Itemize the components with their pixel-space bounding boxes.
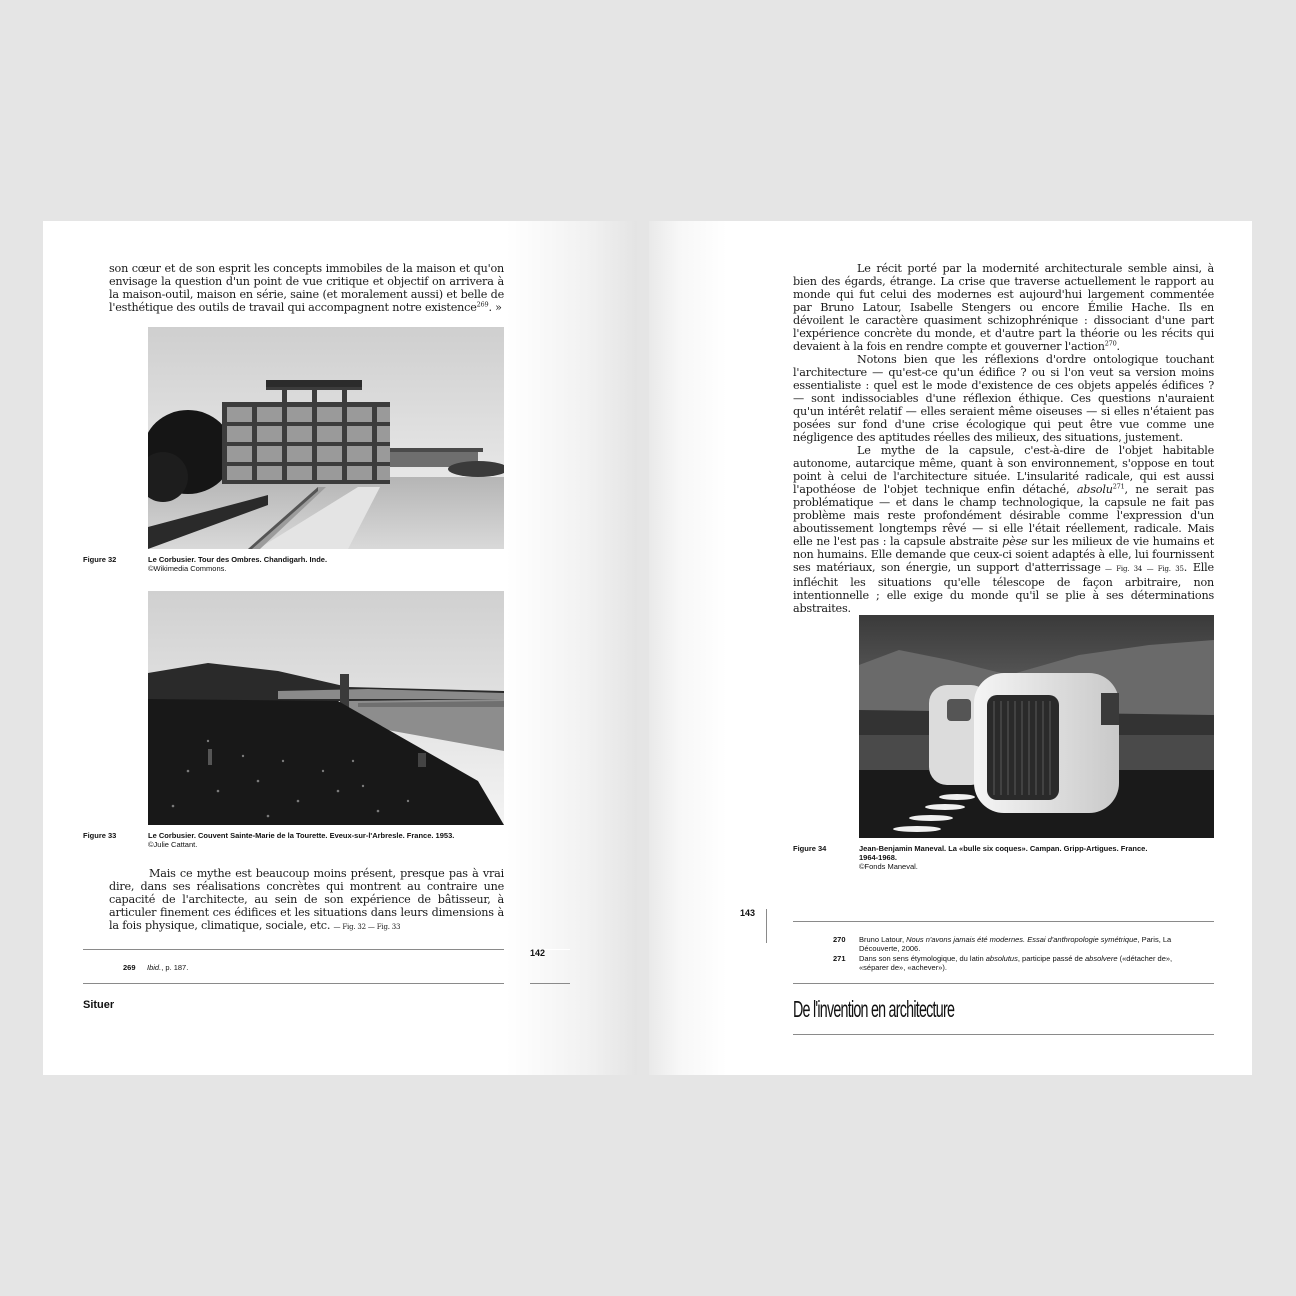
bottom-rule-right (530, 983, 570, 984)
figure-33-caption (148, 831, 548, 849)
bottom-rule (83, 983, 504, 984)
right-page (649, 221, 1252, 1075)
paragraph-1: Le récit porté par la modernité architecturale semble ainsi, à bien des égards, étrange. La crise que traverse actuellement le rapport au monde qui fut celui des modernes est aujourd'hui largement commentée par Bruno Latour, Isabelle Stengers ou encore Émilie Hache. Ils en dévoilent le caractère quasiment schizophrénique : dissociant d'une part l'expérience concrète du monde, et d'autre part la théorie ou les récits qui devaient à la fois en rendre compte et gouverner l'action$^{270}$. (793, 262, 1214, 353)
footnote-text: Dans son sens étymologique, du latin absolutus, participe passé de absolvere («détacher de», «séparer de», «achever»). (859, 954, 1173, 972)
paragraph-2: Notons bien que les réflexions d'ordre ontologique touchant l'architecture — qu'est-ce qu'un édifice ? ou si l'on veut sa version moins essentialiste : quel est le mode d'existence de ces objets appelés édifices ? — sont indissociables d'une réflexion éthique. Ces questions n'auraient qu'un intérêt relatif — elles seraient même oiseuses — si elles n'étaient pas posées sur fond d'une crise écologique qui peut être vue comme une négligence des aptitudes réelles des milieux, des situations, justement. (793, 353, 1214, 444)
footnote-number: 269 (123, 963, 136, 972)
figure-33-title: Le Corbusier. Couvent Sainte-Marie de la Tourette. Eveux-sur-l'Arbresle. France. 1953. (148, 831, 455, 840)
footnote-italic: Ibid. (147, 963, 162, 972)
footnote-ref-269[interactable]: 269 (476, 300, 489, 309)
figure-32-credit: ©Wikimedia Commons. (148, 564, 227, 573)
section-underline (793, 1034, 1214, 1035)
figure-34-caption (859, 844, 1159, 871)
paragraph-3: Le mythe de la capsule, c'est-à-dire de l'objet habitable autonome, autarcique même, quant à son environnement, s'oppose en tout point à celui de l'architecture située. L'insularité radicale, qui est aussi l'apothéose de l'objet technique enfin détaché, absolu$^{271}$, ne serait pas problématique — et dans le champ technologique, la capsule ne fait pas problème mais reste profondément désirable comme l'expression d'un aboutissement longtemps rêvé — si elle l'était réellement, radicale. Mais elle ne l'est pas : la capsule abstraite pèse sur les milieux de vie humains et non humains. Elle demande que ceux-ci soient adaptés à elle, lui fournissent ses matériaux, son énergie, un support d'atterrissage — Fig. 34 — Fig. 35. Elle infléchit les situations qu'elle télescope de façon arbitraire, non intentionnelle ; elle exige du monde qu'il se plie à ses déterminations abstraites. (793, 444, 1215, 615)
footnote-rule (83, 949, 504, 950)
main-text (793, 262, 1214, 615)
intro-paragraph: son cœur et de son esprit les concepts immobiles de la maison et qu'on envisage la question d'un point de vue critique et objectif on arrivera à la maison-outil, maison en série, saine (et moralement aussi) et belle de l'esthétique des outils de travail qui accompagnent notre existence$^{269}$. » (109, 262, 504, 314)
figure-33-label: Figure 33 (83, 831, 117, 840)
footnote-text: , p. 187. (161, 963, 189, 972)
footnote-rule (793, 921, 1214, 922)
footnote-ref-271[interactable]: 271 (1112, 482, 1125, 491)
section-title-situer: Situer (83, 999, 115, 1011)
figure-33-credit: ©Julie Cattant. (148, 840, 198, 849)
footnote-number: 270 (833, 935, 846, 944)
page-number-143: 143 (740, 908, 756, 918)
figure-33-photo (148, 591, 504, 825)
bottom-rule (793, 983, 1214, 984)
closing-paragraph: Mais ce mythe est beaucoup moins présent, presque pas à vrai dire, dans ses réalisations concrètes qui montrent au contraire une capacité de l'architecte, au sein de son expérience de bâtisseur, à articuler finement ces édifices et les situations dans leurs dimensions à la fois physique, climatique, sociale, etc. — Fig. 32 — Fig. 33 (109, 867, 504, 932)
figure-32-photo (148, 327, 504, 549)
figure-34-title: Jean-Benjamin Maneval. La «bulle six coques». Campan. Gripp-Artigues. France. 1964-1968. (859, 844, 1148, 862)
left-page (43, 221, 637, 1075)
figure-reference[interactable]: — Fig. 34 — Fig. 35 (1100, 565, 1184, 573)
figure-reference[interactable]: — Fig. 32 — Fig. 33 (333, 923, 401, 931)
page-number-142: 142 (530, 948, 546, 958)
figure-34-credit: ©Fonds Maneval. (859, 862, 918, 871)
figure-34-photo (859, 615, 1214, 838)
page-number-divider (766, 909, 767, 943)
figure-32-caption (148, 555, 528, 573)
footnote-ref-270[interactable]: 270 (1104, 339, 1117, 348)
figure-32-label: Figure 32 (83, 555, 117, 564)
footnote-number: 271 (833, 954, 846, 963)
section-title-invention: De l'invention en architecture (793, 996, 955, 1022)
footnote-text: Bruno Latour, Nous n'avons jamais été modernes. Essai d'anthropologie symétrique, Paris, La Découverte, 2006. (859, 935, 1172, 953)
figure-32-title: Le Corbusier. Tour des Ombres. Chandigarh. Inde. (148, 555, 328, 564)
figure-34-label: Figure 34 (793, 844, 827, 853)
